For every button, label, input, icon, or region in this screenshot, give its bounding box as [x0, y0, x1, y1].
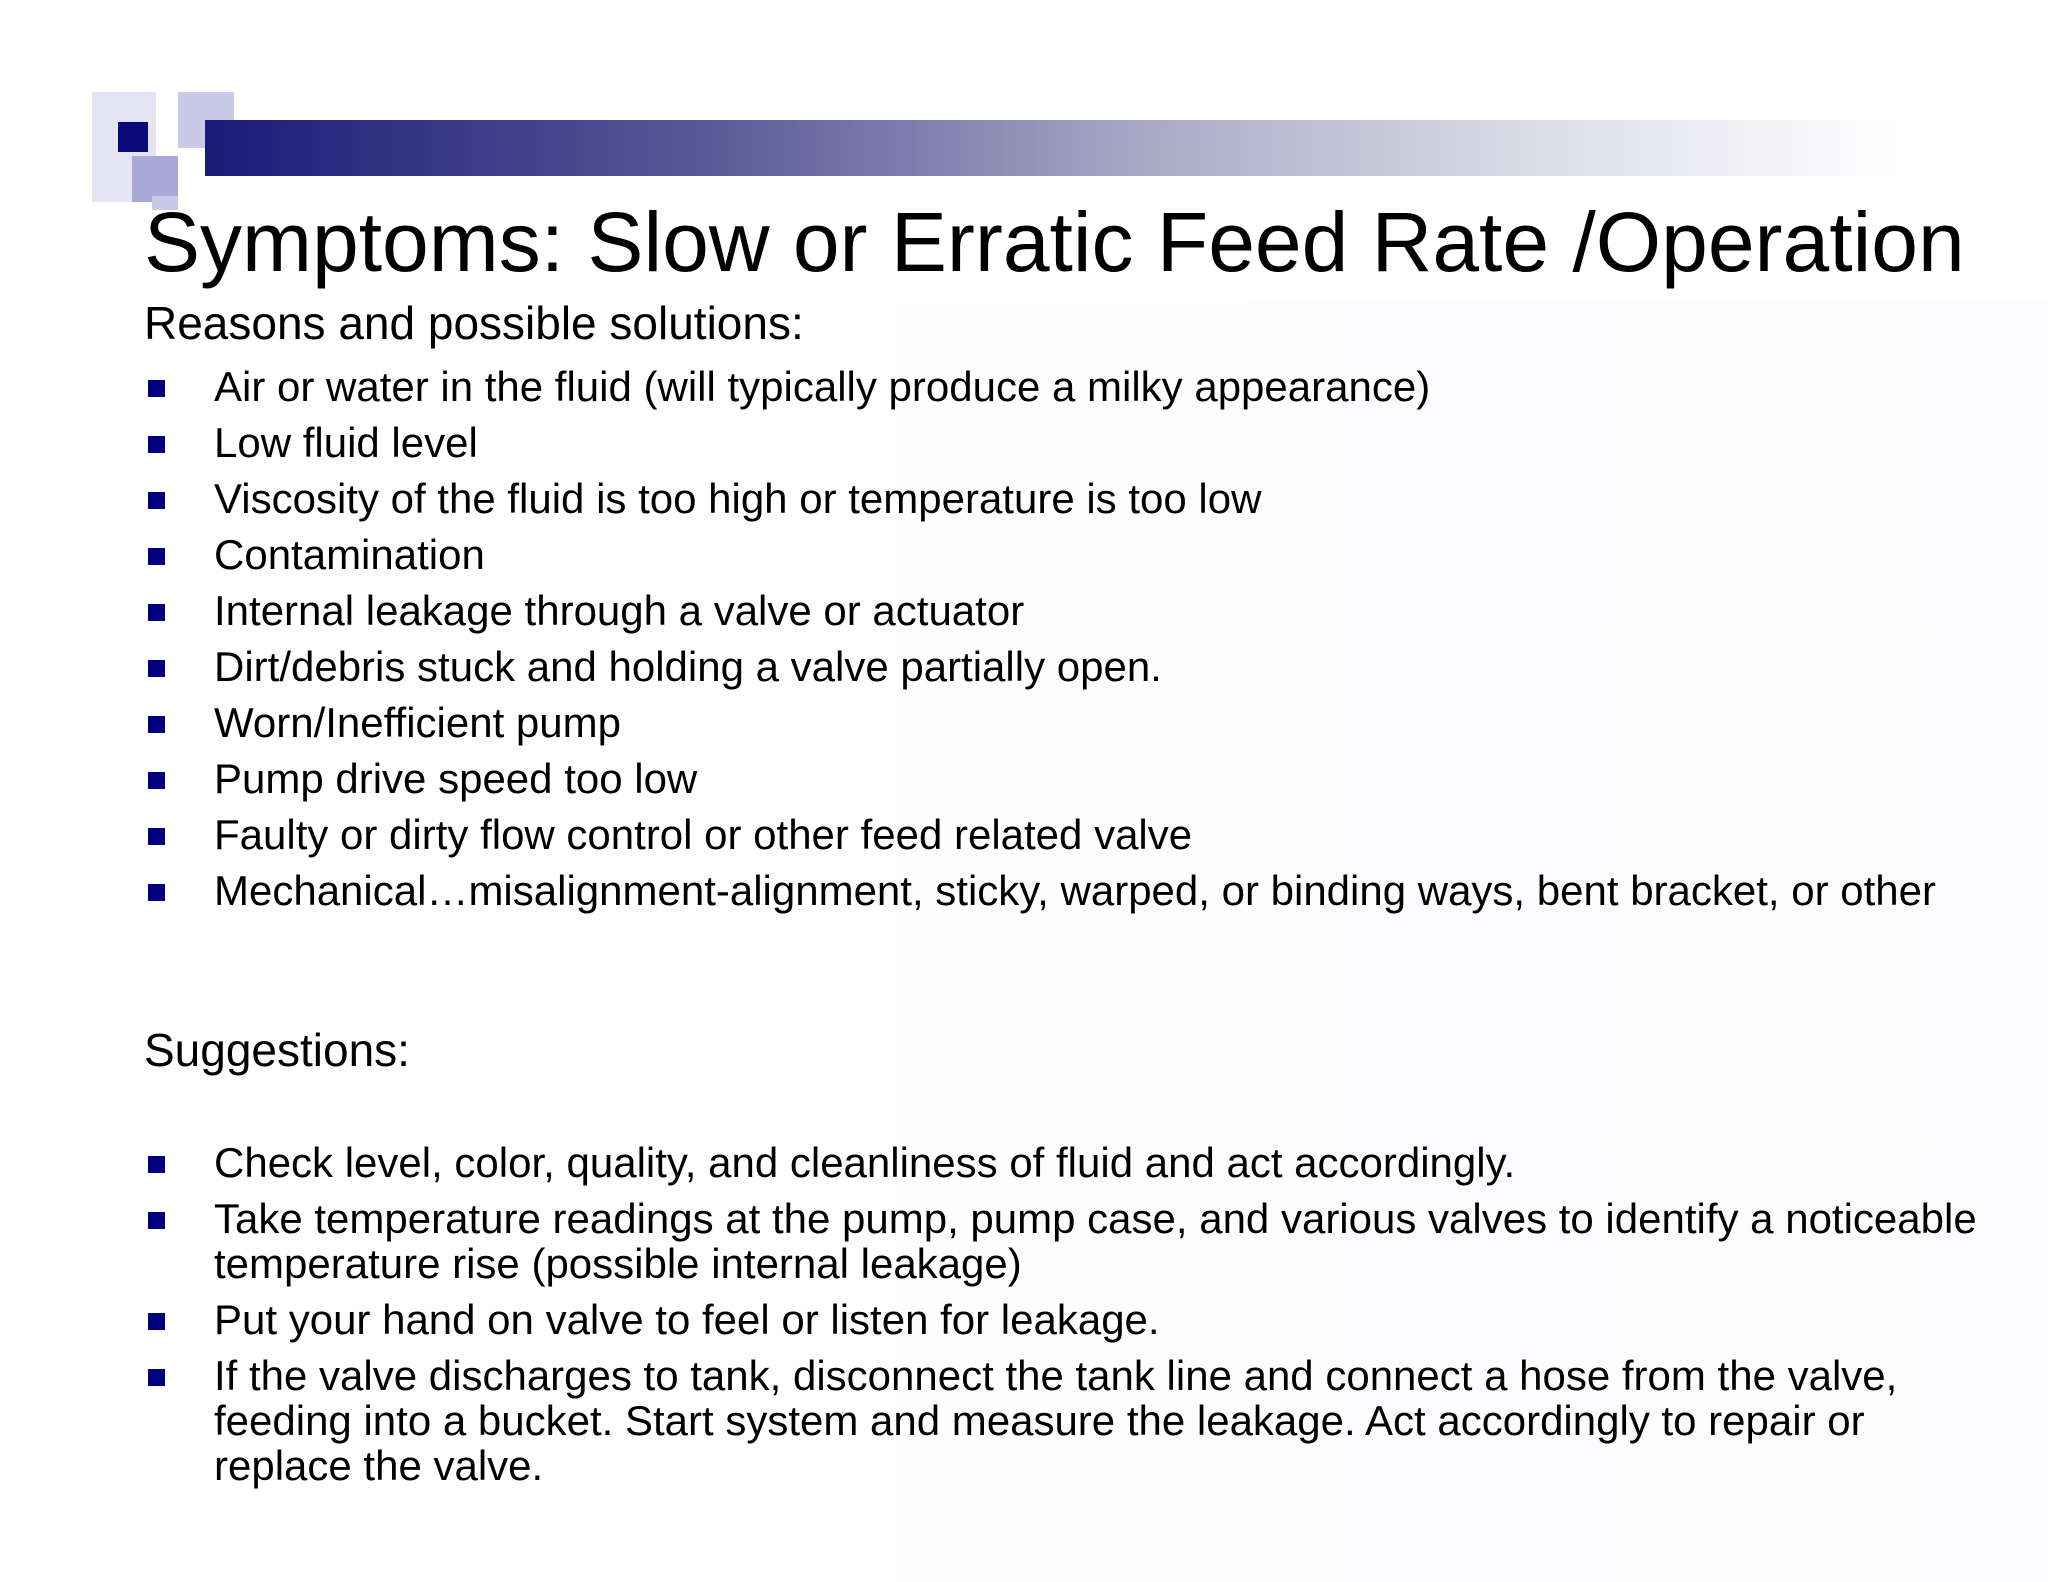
- decor-square-pale-low: [92, 156, 132, 202]
- square-bullet-icon: [148, 1369, 165, 1386]
- reasons-list: [144, 364, 1994, 924]
- square-bullet-icon: [148, 1156, 165, 1173]
- reason-item: Mechanical…misalignment-alignment, sticky, warped, or binding ways, bent bracket, or other: [144, 868, 1994, 913]
- reason-item: Pump drive speed too low: [144, 756, 1994, 801]
- square-bullet-icon: [148, 604, 165, 621]
- square-bullet-icon: [148, 548, 165, 565]
- square-bullet-icon: [148, 436, 165, 453]
- reason-item: Low fluid level: [144, 420, 1994, 465]
- square-bullet-icon: [148, 660, 165, 677]
- square-bullet-icon: [148, 492, 165, 509]
- square-bullet-icon: [148, 716, 165, 733]
- suggestion-item: Put your hand on valve to feel or listen for leakage.: [144, 1297, 1994, 1342]
- square-bullet-icon: [148, 828, 165, 845]
- reason-item: Internal leakage through a valve or actuator: [144, 588, 1994, 633]
- reasons-heading: Reasons and possible solutions:: [144, 297, 804, 349]
- suggestions-list: [144, 1140, 1994, 1499]
- suggestion-item: Take temperature readings at the pump, pump case, and various valves to identify a noticeable temperature rise (possible internal leakage): [144, 1196, 1994, 1286]
- reason-item: Viscosity of the fluid is too high or temperature is too low: [144, 476, 1994, 521]
- decor-square-dark: [118, 122, 148, 152]
- reason-item: Dirt/debris stuck and holding a valve partially open.: [144, 644, 1994, 689]
- square-bullet-icon: [148, 1313, 165, 1330]
- square-bullet-icon: [148, 380, 165, 397]
- reason-item: Faulty or dirty flow control or other feed related valve: [144, 812, 1994, 857]
- reason-item: Air or water in the fluid (will typically produce a milky appearance): [144, 364, 1994, 409]
- square-bullet-icon: [148, 884, 165, 901]
- square-bullet-icon: [148, 1212, 165, 1229]
- suggestion-item: Check level, color, quality, and cleanliness of fluid and act accordingly.: [144, 1140, 1994, 1185]
- suggestions-heading: Suggestions:: [144, 1024, 410, 1076]
- title-gradient-bar: [205, 120, 1905, 176]
- reason-item: Contamination: [144, 532, 1994, 577]
- slide-title: Symptoms: Slow or Erratic Feed Rate /Operation: [144, 195, 1965, 289]
- suggestion-item: If the valve discharges to tank, disconnect the tank line and connect a hose from the valve, feeding into a bucket. Start system and measure the leakage. Act accordingly to repair or replace the valve.: [144, 1353, 1994, 1488]
- square-bullet-icon: [148, 772, 165, 789]
- reason-item: Worn/Inefficient pump: [144, 700, 1994, 745]
